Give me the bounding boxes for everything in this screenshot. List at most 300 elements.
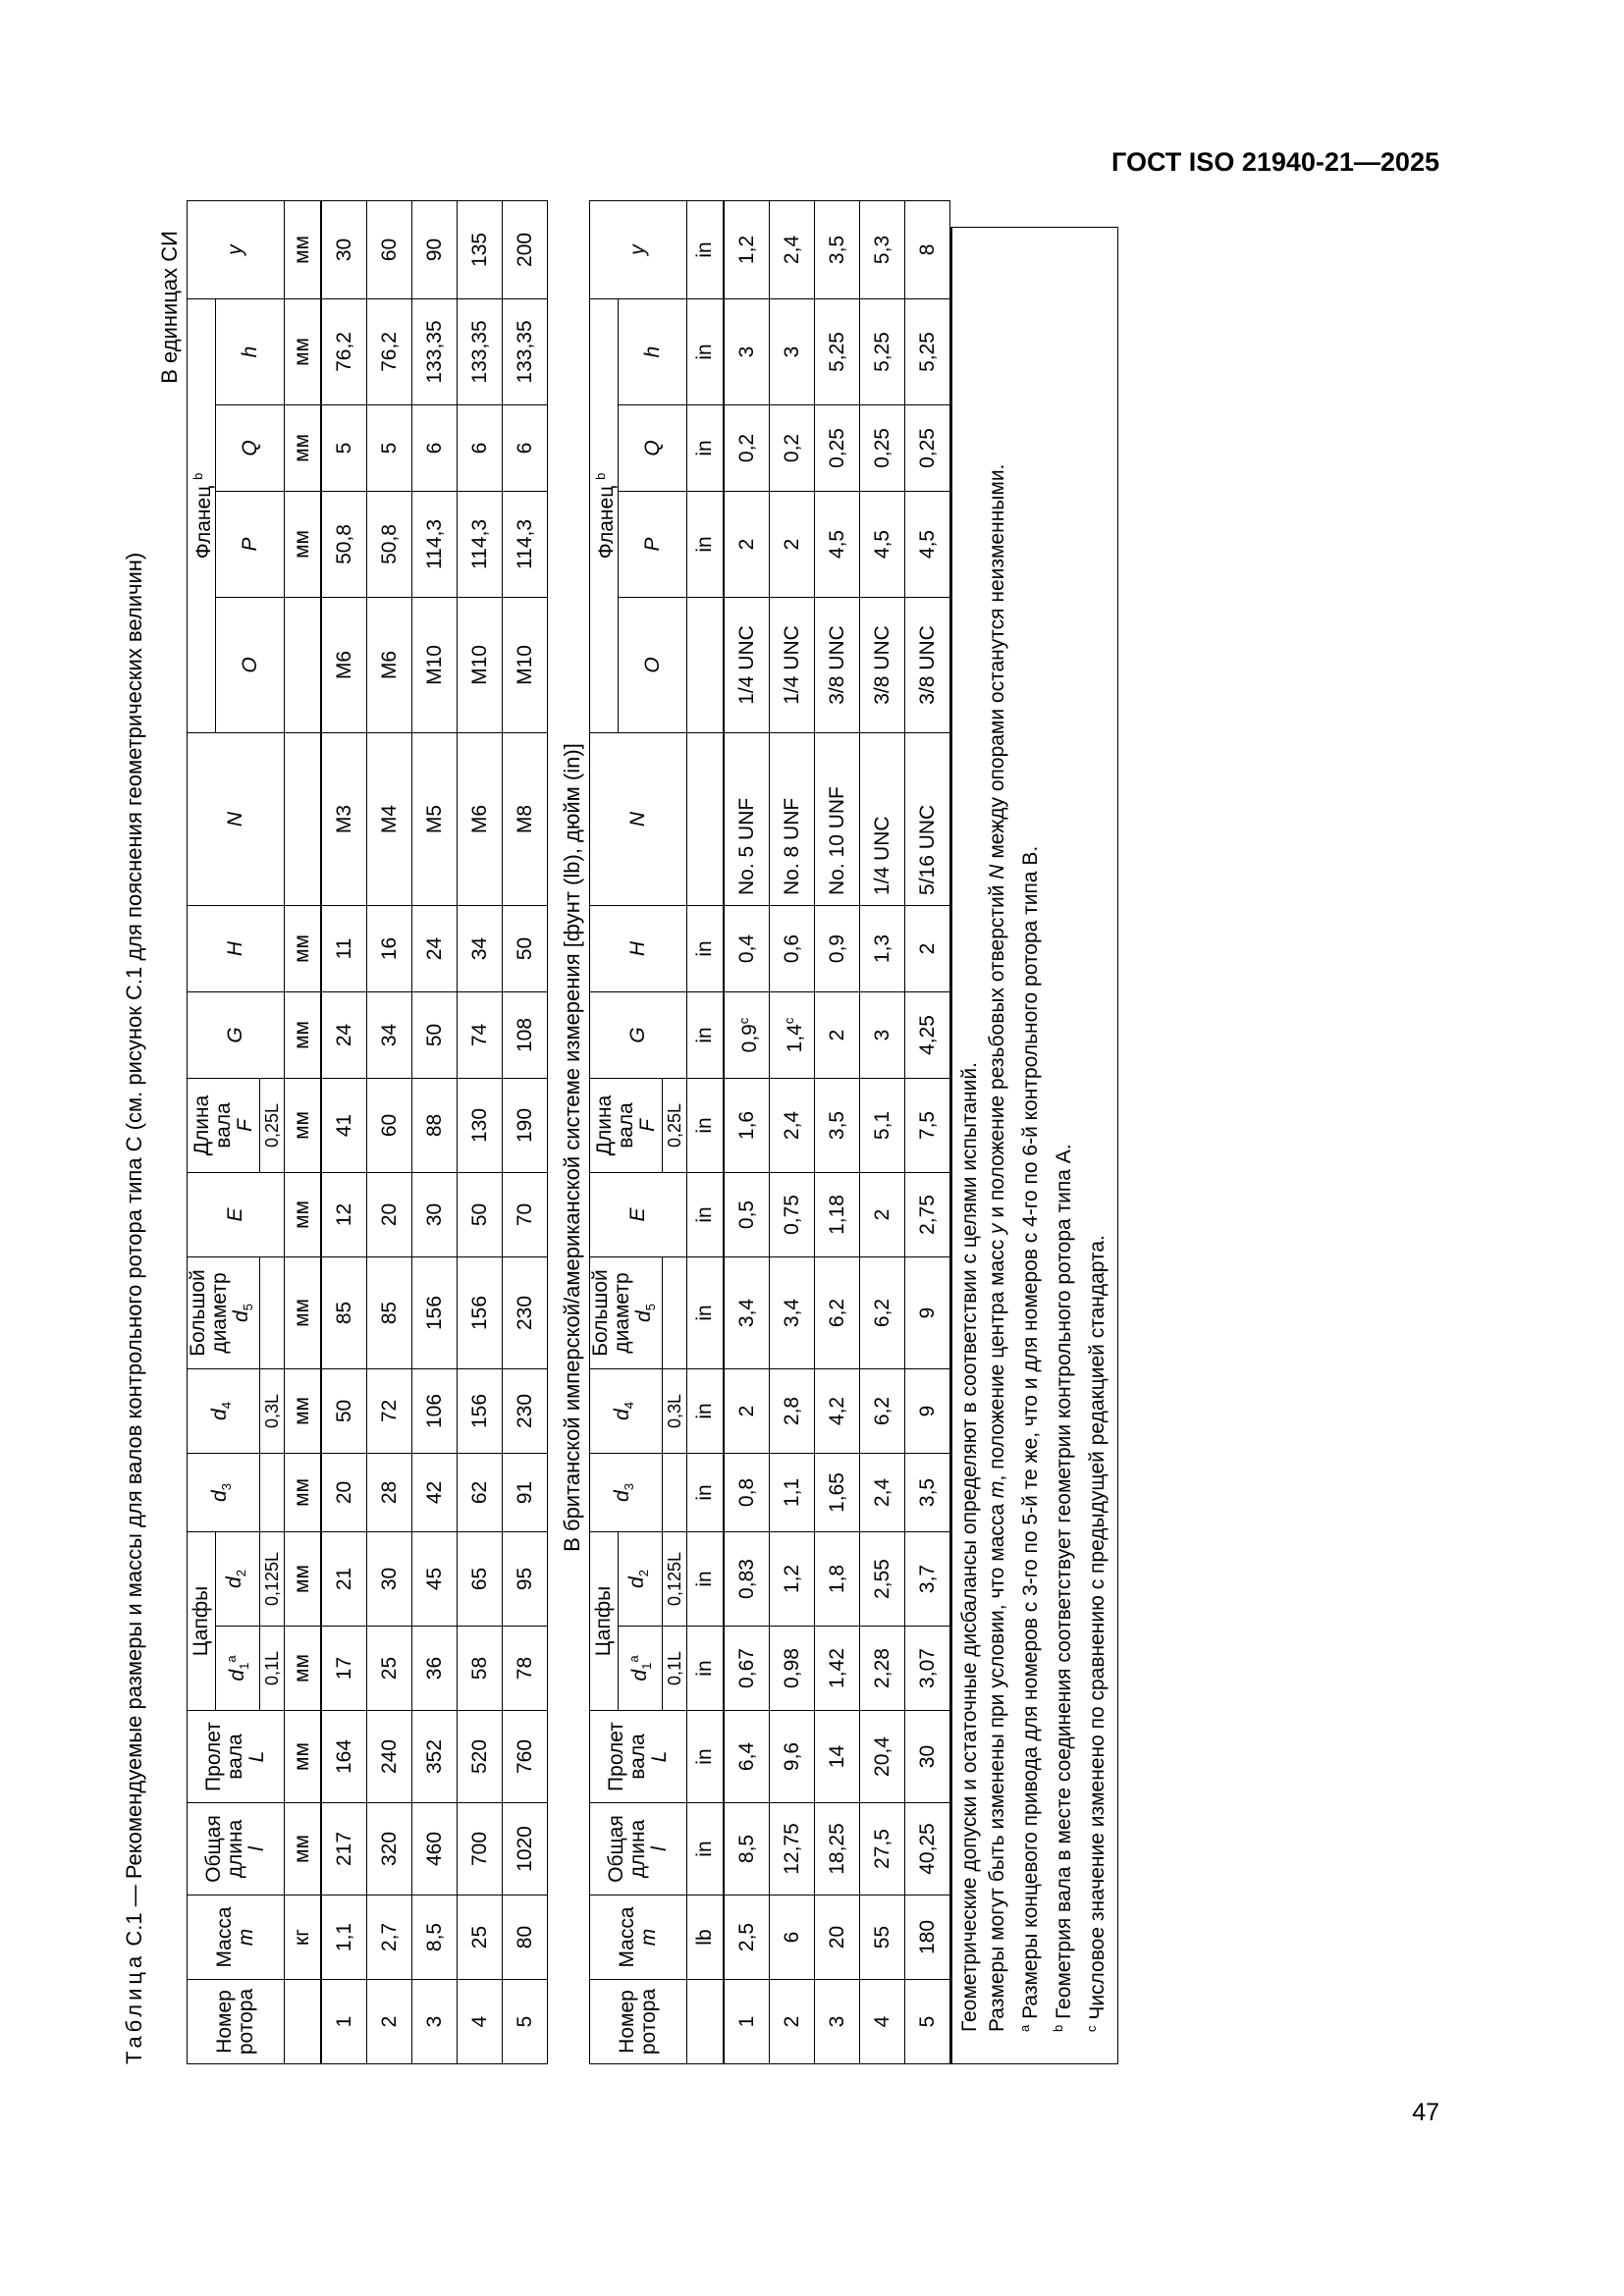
unit-cell: мм xyxy=(285,404,322,491)
hdr-span: Пролет вала L xyxy=(188,1711,285,1803)
table-cell: 133,35 xyxy=(412,298,458,404)
unit-cell: in xyxy=(687,200,725,298)
table-cell: 114,3 xyxy=(503,491,548,597)
table-cell: M5 xyxy=(412,732,458,905)
table-cell: 2 xyxy=(367,1980,412,2064)
table-cell: 60 xyxy=(367,200,412,298)
table-cell: 50 xyxy=(321,1368,367,1453)
table-cell: 24 xyxy=(412,905,458,991)
table-cell: 200 xyxy=(503,200,548,298)
hdr-Q: Q xyxy=(216,404,285,491)
table-cell: 27,5 xyxy=(860,1803,905,1896)
unit-cell: in xyxy=(687,1453,725,1531)
imp-hdr-journals: Цапфы xyxy=(590,1531,619,1710)
table-cell: 6 xyxy=(412,404,458,491)
table-cell: 135 xyxy=(458,200,503,298)
hdr-O: O xyxy=(216,597,285,732)
imp-hdr-total-length: Общая длина l xyxy=(590,1803,687,1896)
table-cell: 1,2 xyxy=(770,1531,815,1626)
table-cell: 156 xyxy=(458,1368,503,1453)
unit-cell: in xyxy=(687,298,725,404)
imperial-table xyxy=(589,200,950,2064)
unit-cell: in xyxy=(687,1711,725,1803)
hdr-d2-ratio: 0,125L xyxy=(260,1531,285,1626)
imp-hdr-big-diameter: Большой диаметр $d_5$ xyxy=(590,1256,663,1368)
table-cell: 36 xyxy=(412,1627,458,1711)
table-cell: 108 xyxy=(503,991,548,1078)
table-cell: 45 xyxy=(412,1531,458,1626)
table-cell: No. 5 UNF xyxy=(724,732,770,905)
hdr-d1: $d_1^a$ xyxy=(216,1627,260,1711)
table-cell: 0,2 xyxy=(770,404,815,491)
unit-cell: мм xyxy=(285,905,322,991)
imp-hdr-y: y xyxy=(590,200,687,298)
hdr-N: N xyxy=(188,732,285,905)
note-line-1: Геометрические допуски и остаточные дисбалансы определяют в соответствии с целями испытаний. xyxy=(958,1062,982,2032)
table-cell: M10 xyxy=(412,597,458,732)
table-cell: 20 xyxy=(815,1896,860,1980)
table-cell: 6,2 xyxy=(860,1256,905,1368)
unit-cell: in xyxy=(687,991,725,1078)
table-cell: 2 xyxy=(770,491,815,597)
table-cell: 62 xyxy=(458,1453,503,1531)
imp-hdr-d2-ratio: 0,125L xyxy=(663,1531,687,1626)
table-cell: 58 xyxy=(458,1627,503,1711)
table-cell: 230 xyxy=(503,1256,548,1368)
table-cell: 9 xyxy=(905,1368,950,1453)
table-cell: 91 xyxy=(503,1453,548,1531)
table-cell: 50 xyxy=(412,991,458,1078)
table-cell: 2,55 xyxy=(860,1531,905,1626)
caption-text: С.1 — Рекомендуемые размеры и массы для валов контрольного ротора типа С (см. рисунок С.1 для пояснения геометрических величин) xyxy=(122,552,146,1947)
unit-cell: мм xyxy=(285,1078,322,1172)
table-cell: 80 xyxy=(503,1896,548,1980)
table-row xyxy=(412,200,458,2063)
table-cell: No. 8 UNF xyxy=(770,732,815,905)
table-cell: 520 xyxy=(458,1711,503,1803)
table-cell: 42 xyxy=(412,1453,458,1531)
hdr-E: E xyxy=(188,1172,285,1256)
unit-cell: мм xyxy=(285,491,322,597)
hdr-mass: Масса m xyxy=(188,1896,285,1980)
table-cell: 3 xyxy=(860,991,905,1078)
table-cell: 114,3 xyxy=(458,491,503,597)
table-cell: 4,25 xyxy=(905,991,950,1078)
table-cell: 72 xyxy=(367,1368,412,1453)
hdr-h: h xyxy=(216,298,285,404)
hdr-F-ratio: 0,25L xyxy=(260,1078,285,1172)
hdr-d3: $d_3$ xyxy=(188,1453,260,1531)
table-cell: 190 xyxy=(503,1078,548,1172)
hdr-flange: Фланец $^b$ xyxy=(188,298,216,732)
table-caption xyxy=(120,227,149,2064)
unit-cell: мм xyxy=(285,1172,322,1256)
table-cell: 5 xyxy=(367,404,412,491)
unit-cell xyxy=(285,597,322,732)
hdr-G: G xyxy=(188,991,285,1078)
unit-cell: мм xyxy=(285,1368,322,1453)
table-cell: 8 xyxy=(905,200,950,298)
table-cell: 700 xyxy=(458,1803,503,1896)
unit-cell: in xyxy=(687,404,725,491)
imp-hdr-rotor-no: Номер ротора xyxy=(590,1980,687,2064)
table-cell: 1/4 UNC xyxy=(770,597,815,732)
table-cell: 1,1 xyxy=(321,1896,367,1980)
table-cell: 2,5 xyxy=(724,1896,770,1980)
table-row xyxy=(770,200,815,2063)
table-cell: 1,8 xyxy=(815,1531,860,1626)
imp-hdr-flange: Фланец $^b$ xyxy=(590,298,619,732)
table-cell: 3,7 xyxy=(905,1531,950,1626)
table-cell: 1/4 UNC xyxy=(860,732,905,905)
table-cell: 0,67 xyxy=(724,1627,770,1711)
table-cell: 7,5 xyxy=(905,1078,950,1172)
table-cell: 3 xyxy=(770,298,815,404)
table-cell: 88 xyxy=(412,1078,458,1172)
table-cell: M6 xyxy=(321,597,367,732)
table-cell: 0,5 xyxy=(724,1172,770,1256)
table-cell: 3,4 xyxy=(724,1256,770,1368)
table-cell: 217 xyxy=(321,1803,367,1896)
table-cell: 20 xyxy=(321,1453,367,1531)
unit-cell: in xyxy=(687,1078,725,1172)
table-cell: 30 xyxy=(412,1172,458,1256)
table-cell: 156 xyxy=(458,1256,503,1368)
table-cell: 2,4 xyxy=(860,1453,905,1531)
table-cell: 1,4$^c$ xyxy=(770,991,815,1078)
unit-cell: in xyxy=(687,1627,725,1711)
table-cell: 6 xyxy=(458,404,503,491)
unit-cell: in xyxy=(687,1803,725,1896)
table-cell: 2,28 xyxy=(860,1627,905,1711)
imp-hdr-d1: $d_1^a$ xyxy=(619,1627,663,1711)
table-cell: M4 xyxy=(367,732,412,905)
table-cell: 133,35 xyxy=(503,298,548,404)
table-cell: 5 xyxy=(503,1980,548,2064)
table-cell: 16 xyxy=(367,905,412,991)
table-cell: 5 xyxy=(905,1980,950,2064)
table-cell: 0,9$^c$ xyxy=(724,991,770,1078)
hdr-d2: $d_2$ xyxy=(216,1531,260,1626)
table-cell: 20,4 xyxy=(860,1711,905,1803)
table-cell: 65 xyxy=(458,1531,503,1626)
table-cell: 85 xyxy=(367,1256,412,1368)
table-cell: 2 xyxy=(860,1172,905,1256)
hdr-shaft-length: Длина вала F xyxy=(188,1078,260,1172)
table-cell: 2 xyxy=(905,905,950,991)
table-cell: 5 xyxy=(321,404,367,491)
table-cell: 30 xyxy=(367,1531,412,1626)
table-cell: 3/8 UNC xyxy=(860,597,905,732)
imp-hdr-d3-ratio xyxy=(663,1453,687,1531)
imp-hdr-H: H xyxy=(590,905,687,991)
hdr-journals: Цапфы xyxy=(188,1531,216,1710)
imp-hdr-N: N xyxy=(590,732,687,905)
table-cell: 460 xyxy=(412,1803,458,1896)
table-cell: M10 xyxy=(458,597,503,732)
table-cell: 3,07 xyxy=(905,1627,950,1711)
table-row xyxy=(724,200,770,2063)
imp-hdr-F-ratio: 0,25L xyxy=(663,1078,687,1172)
table-cell: 3 xyxy=(815,1980,860,2064)
table-cell: 230 xyxy=(503,1368,548,1453)
table-cell: M6 xyxy=(367,597,412,732)
table-cell: 17 xyxy=(321,1627,367,1711)
table-cell: 3,5 xyxy=(905,1453,950,1531)
imp-hdr-P: P xyxy=(619,491,687,597)
table-cell: 6,2 xyxy=(815,1256,860,1368)
table-cell: 5,25 xyxy=(815,298,860,404)
table-cell: 1,3 xyxy=(860,905,905,991)
unit-cell: мм xyxy=(285,1803,322,1896)
imp-hdr-d3: $d_3$ xyxy=(590,1453,663,1531)
hdr-d5-ratio xyxy=(260,1256,285,1368)
table-cell: 5,25 xyxy=(905,298,950,404)
table-row xyxy=(458,200,503,2063)
hdr-d4: $d_4$ xyxy=(188,1368,260,1453)
unit-cell: мм xyxy=(285,298,322,404)
table-cell: 6,2 xyxy=(860,1368,905,1453)
table-cell: 2 xyxy=(724,491,770,597)
table-cell: 0,75 xyxy=(770,1172,815,1256)
table-cell: 25 xyxy=(458,1896,503,1980)
table-cell: 50,8 xyxy=(367,491,412,597)
table-cell: 0,6 xyxy=(770,905,815,991)
imp-hdr-E: E xyxy=(590,1172,687,1256)
unit-cell: мм xyxy=(285,991,322,1078)
table-cell: 28 xyxy=(367,1453,412,1531)
hdr-total-length: Общая длина l xyxy=(188,1803,285,1896)
table-cell: 34 xyxy=(458,905,503,991)
table-cell: 5,3 xyxy=(860,200,905,298)
table-cell: 4,5 xyxy=(905,491,950,597)
table-cell: 106 xyxy=(412,1368,458,1453)
table-row xyxy=(503,200,548,2063)
table-cell: 2 xyxy=(770,1980,815,2064)
table-cell: 78 xyxy=(503,1627,548,1711)
page-number: 47 xyxy=(1412,2099,1439,2126)
table-cell: 90 xyxy=(412,200,458,298)
imp-hdr-G: G xyxy=(590,991,687,1078)
table-cell: 4,5 xyxy=(860,491,905,597)
table-cell: 1,65 xyxy=(815,1453,860,1531)
unit-cell: in xyxy=(687,1531,725,1626)
table-cell: 5,1 xyxy=(860,1078,905,1172)
table-cell: 50 xyxy=(458,1172,503,1256)
unit-cell: мм xyxy=(285,1711,322,1803)
table-cell: No. 10 UNF xyxy=(815,732,860,905)
table-cell: 14 xyxy=(815,1711,860,1803)
table-content xyxy=(116,227,1334,2064)
unit-cell: in xyxy=(687,1172,725,1256)
table-cell: 1,42 xyxy=(815,1627,860,1711)
table-cell: 30 xyxy=(905,1711,950,1803)
hdr-big-diameter: Большой диаметр $d_5$ xyxy=(188,1256,260,1368)
table-cell: 6 xyxy=(503,404,548,491)
table-cell: 3,5 xyxy=(815,200,860,298)
table-cell: 1,6 xyxy=(724,1078,770,1172)
table-cell: 156 xyxy=(412,1256,458,1368)
table-cell: 11 xyxy=(321,905,367,991)
table-cell: 24 xyxy=(321,991,367,1078)
table-row xyxy=(905,200,950,2063)
table-cell: 40,25 xyxy=(905,1803,950,1896)
hdr-H: H xyxy=(188,905,285,991)
table-cell: 1020 xyxy=(503,1803,548,1896)
note-line-2: Размеры могут быть изменены при условии, что масса m, положение центра масс y и положение резьбовых отверстий N между опорами останутся неизменными. xyxy=(986,463,1009,2032)
table-cell: 5,25 xyxy=(860,298,905,404)
table-cell: 114,3 xyxy=(412,491,458,597)
table-cell: 50 xyxy=(503,905,548,991)
table-cell: 8,5 xyxy=(412,1896,458,1980)
hdr-y: y xyxy=(188,200,285,298)
unit-cell: мм xyxy=(285,1256,322,1368)
table-cell: 12 xyxy=(321,1172,367,1256)
table-cell: 2,4 xyxy=(770,1078,815,1172)
unit-cell: in xyxy=(687,491,725,597)
table-cell: 6,4 xyxy=(724,1711,770,1803)
table-cell: 2,7 xyxy=(367,1896,412,1980)
hdr-d1-ratio: 0,1L xyxy=(260,1627,285,1711)
table-cell: M10 xyxy=(503,597,548,732)
table-cell: 180 xyxy=(905,1896,950,1980)
table-cell: 2,4 xyxy=(770,200,815,298)
imp-hdr-Q: Q xyxy=(619,404,687,491)
hdr-d4-ratio: 0,3L xyxy=(260,1368,285,1453)
table-cell: 3,4 xyxy=(770,1256,815,1368)
table-cell: 6 xyxy=(770,1896,815,1980)
imp-hdr-shaft-length: Длина вала F xyxy=(590,1078,663,1172)
imp-hdr-d1-ratio: 0,1L xyxy=(663,1627,687,1711)
table-cell: 3 xyxy=(724,298,770,404)
imp-hdr-d4-ratio: 0,3L xyxy=(663,1368,687,1453)
table-cell: 164 xyxy=(321,1711,367,1803)
table-cell: 12,75 xyxy=(770,1803,815,1896)
unit-cell: мм xyxy=(285,200,322,298)
imp-hdr-d5-ratio xyxy=(663,1256,687,1368)
table-cell: 95 xyxy=(503,1531,548,1626)
table-cell: 2 xyxy=(724,1368,770,1453)
table-row xyxy=(321,200,367,2063)
table-cell: 34 xyxy=(367,991,412,1078)
table-cell: 2,8 xyxy=(770,1368,815,1453)
table-cell: 5/16 UNC xyxy=(905,732,950,905)
table-cell: 30 xyxy=(321,200,367,298)
table-cell: 2 xyxy=(815,991,860,1078)
table-cell: 352 xyxy=(412,1711,458,1803)
table-cell: 70 xyxy=(503,1172,548,1256)
table-cell: 20 xyxy=(367,1172,412,1256)
table-cell: 50,8 xyxy=(321,491,367,597)
table-cell: 0,25 xyxy=(860,404,905,491)
table-cell: 76,2 xyxy=(367,298,412,404)
caption-prefix: Таблица xyxy=(122,1951,146,2064)
unit-cell xyxy=(687,732,725,905)
table-cell: 130 xyxy=(458,1078,503,1172)
unit-cell xyxy=(687,1980,725,2064)
imp-hdr-h: h xyxy=(619,298,687,404)
table-cell: 0,25 xyxy=(815,404,860,491)
unit-cell xyxy=(687,597,725,732)
table-row xyxy=(367,200,412,2063)
table-cell: 74 xyxy=(458,991,503,1078)
table-cell: 55 xyxy=(860,1896,905,1980)
table-cell: 0,25 xyxy=(905,404,950,491)
imperial-units-row xyxy=(687,200,725,2063)
rotated-table-region xyxy=(116,227,1334,2064)
table-cell: 320 xyxy=(367,1803,412,1896)
table-cell: 41 xyxy=(321,1078,367,1172)
imp-hdr-O: O xyxy=(619,597,687,732)
table-cell: 9,6 xyxy=(770,1711,815,1803)
si-units-caption: В единицах СИ xyxy=(157,231,182,384)
table-cell: 4 xyxy=(458,1980,503,2064)
table-cell: 3,5 xyxy=(815,1078,860,1172)
hdr-P: P xyxy=(216,491,285,597)
unit-cell xyxy=(285,732,322,905)
table-cell: 25 xyxy=(367,1627,412,1711)
table-cell: 3 xyxy=(412,1980,458,2064)
table-cell: 21 xyxy=(321,1531,367,1626)
table-cell: 0,9 xyxy=(815,905,860,991)
si-table xyxy=(187,200,548,2064)
table-row xyxy=(815,200,860,2063)
unit-cell: мм xyxy=(285,1453,322,1531)
imp-hdr-span: Пролет вала L xyxy=(590,1711,687,1803)
table-cell: M3 xyxy=(321,732,367,905)
table-cell: M8 xyxy=(503,732,548,905)
unit-cell: lb xyxy=(687,1896,725,1980)
table-cell: 8,5 xyxy=(724,1803,770,1896)
hdr-rotor-no: Номер ротора xyxy=(188,1980,285,2064)
table-cell: 1 xyxy=(321,1980,367,2064)
unit-cell xyxy=(285,1980,322,2064)
table-cell: 0,98 xyxy=(770,1627,815,1711)
table-cell: 1/4 UNC xyxy=(724,597,770,732)
table-cell: 133,35 xyxy=(458,298,503,404)
imp-hdr-d4: $d_4$ xyxy=(590,1368,663,1453)
table-cell: 2,75 xyxy=(905,1172,950,1256)
table-cell: 3/8 UNC xyxy=(815,597,860,732)
table-cell: 85 xyxy=(321,1256,367,1368)
table-cell: 1 xyxy=(724,1980,770,2064)
imperial-units-caption: В британской имперской/американской системе измерения [фунт (lb), дюйм (in)] xyxy=(560,743,585,1552)
table-cell: 18,25 xyxy=(815,1803,860,1896)
table-cell: 1,1 xyxy=(770,1453,815,1531)
table-cell: 3/8 UNC xyxy=(905,597,950,732)
table-cell: 1,2 xyxy=(724,200,770,298)
table-cell: 9 xyxy=(905,1256,950,1368)
unit-cell: мм xyxy=(285,1627,322,1711)
table-notes xyxy=(950,227,1118,2064)
table-cell: 0,83 xyxy=(724,1531,770,1626)
si-units-row xyxy=(285,200,322,2063)
imp-hdr-d2: $d_2$ xyxy=(619,1531,663,1626)
table-cell: 240 xyxy=(367,1711,412,1803)
table-cell: 4,2 xyxy=(815,1368,860,1453)
footnote-c: $^c$ Числовое значение изменено по сравнению с предыдущей редакцией стандарта. xyxy=(1084,1235,1110,2032)
table-cell: 0,2 xyxy=(724,404,770,491)
imp-hdr-mass: Масса m xyxy=(590,1896,687,1980)
table-cell: 4,5 xyxy=(815,491,860,597)
table-cell: 76,2 xyxy=(321,298,367,404)
table-cell: 1,18 xyxy=(815,1172,860,1256)
unit-cell: in xyxy=(687,905,725,991)
hdr-d3-ratio xyxy=(260,1453,285,1531)
table-row xyxy=(860,200,905,2063)
table-cell: 760 xyxy=(503,1711,548,1803)
standard-header: ГОСТ ISO 21940-21—2025 xyxy=(1111,147,1439,177)
